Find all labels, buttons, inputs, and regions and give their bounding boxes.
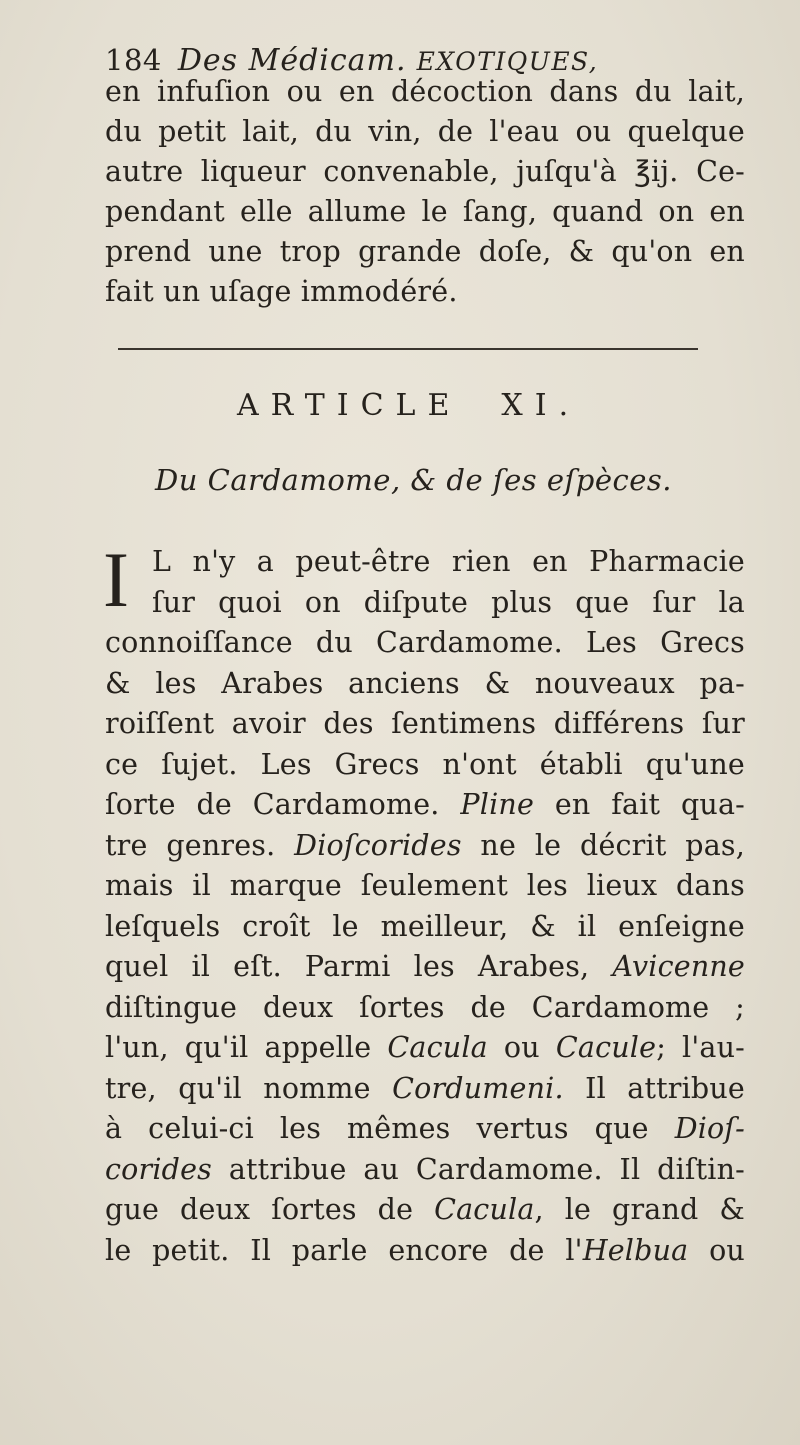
section-divider (118, 348, 698, 350)
page-number: 184 (105, 43, 162, 77)
italic-name: Cordumeni. (392, 1071, 564, 1105)
running-title: Des Médicam. (177, 43, 407, 78)
text-line (105, 623, 745, 663)
text-run: leſquels croît le meilleur, & il enſeigne (105, 909, 745, 943)
text-line (105, 947, 745, 987)
text-line: pendant elle allume le ſang, quand on en (105, 195, 745, 228)
text-run: ou (688, 1233, 745, 1267)
text-line: du petit lait, du vin, de l'eau ou quelque (105, 115, 745, 148)
italic-name: Cacula (387, 1031, 488, 1064)
text-line: autre liqueur convenable, juſqu'à ℥ij. Ce- (105, 155, 745, 188)
text-run: gue deux ſortes de (105, 1193, 435, 1226)
text-line (105, 1109, 745, 1149)
text-run: ſorte de Cardamome. (105, 788, 461, 821)
text-run: ce ſujet. Les Grecs n'ont établi qu'une (105, 747, 745, 781)
text-run: diſtingue deux ſortes de Cardamome ; (105, 990, 745, 1024)
text-line (152, 583, 745, 623)
article-number: XI. (501, 388, 581, 423)
italic-name: Cacule (555, 1031, 657, 1064)
text-run: à celui-ci les mêmes vertus que (105, 1112, 675, 1145)
text-line (105, 907, 745, 947)
text-run: L n'y a peut-être rien en Pharmacie (152, 545, 745, 578)
text-line (105, 1231, 745, 1271)
text-line (105, 664, 745, 704)
text-line (105, 785, 745, 825)
text-run: roiſſent avoir des ſentimens différens ſur (105, 707, 745, 740)
text-line (105, 866, 745, 906)
italic-name: Helbua (582, 1233, 689, 1267)
text-line (105, 745, 745, 785)
text-line (105, 988, 745, 1028)
italic-name: Avicenne (612, 950, 745, 983)
text-line: prend une trop grande doſe, & qu'on en (105, 235, 745, 268)
text-line: fait un uſage immodéré. (105, 275, 458, 308)
article-word: ARTICLE (237, 388, 462, 423)
text-line (105, 1150, 745, 1190)
italic-name: Pline (460, 788, 535, 821)
section-title: Du Cardamome, & de ſes eſpèces. (155, 463, 672, 497)
text-run: mais il marque ſeulement les lieux dans (105, 869, 745, 902)
article-heading (237, 385, 580, 427)
text-run: ne le décrit pas, (461, 828, 745, 862)
text-line (105, 826, 745, 866)
text-line (152, 542, 745, 582)
text-run: ou (487, 1031, 556, 1064)
text-line: en infuſion ou en décoction dans du lait, (105, 75, 745, 108)
italic-name: Dioſ- (674, 1112, 745, 1145)
italic-name: Cacula (434, 1193, 535, 1226)
text-line (105, 704, 745, 744)
italic-name: corides (105, 1152, 212, 1186)
text-run: tre, qu'il nomme (105, 1071, 393, 1105)
text-run: en fait qua- (534, 788, 746, 821)
text-line (105, 1069, 745, 1109)
text-run: Il attribue (563, 1071, 745, 1105)
text-run: & les Arabes anciens & nouveaux pa- (105, 666, 745, 700)
text-run: connoiſſance du Cardamome. Les Grecs (105, 626, 745, 659)
drop-cap: I (103, 536, 129, 623)
text-run: attribue au Cardamome. Il diſtin- (212, 1152, 745, 1186)
italic-name: Dioſcorides (294, 828, 462, 862)
text-line (105, 1190, 745, 1230)
text-run: tre genres. (105, 828, 295, 862)
running-subtitle: EXOTIQUES, (416, 47, 599, 76)
text-run: ; l'au- (656, 1031, 745, 1064)
text-run: l'un, qu'il appelle (105, 1031, 388, 1064)
text-run: quel il eſt. Parmi les Arabes, (105, 950, 613, 983)
text-line (105, 1028, 745, 1068)
text-run: , le grand & (534, 1193, 745, 1226)
text-run: le petit. Il parle encore de l' (105, 1233, 583, 1267)
text-run: ſur quoi on diſpute plus que ſur la (152, 585, 745, 619)
